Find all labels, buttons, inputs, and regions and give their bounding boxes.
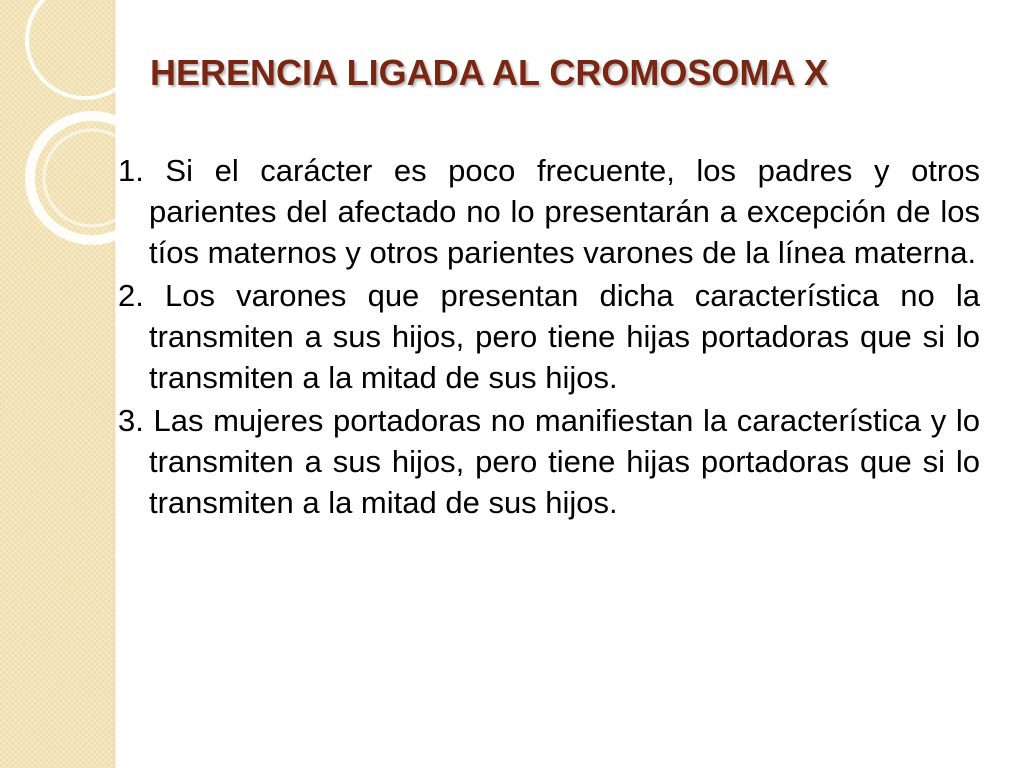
slide-content-list bbox=[118, 150, 980, 525]
list-item: 2. Los varones que presentan dicha característica no la transmiten a sus hijos, pero tiene hijas portadoras que si lo transmiten a la mitad de sus hijos. bbox=[118, 278, 980, 395]
list-item: 3. Las mujeres portadoras no manifiestan la característica y lo transmiten a sus hijos, pero tiene hijas portadoras que si lo transmiten a la mitad de sus hijos. bbox=[118, 403, 980, 520]
slide-title: HERENCIA LIGADA AL CROMOSOMA X bbox=[150, 52, 829, 93]
decorative-ring-top bbox=[27, 0, 143, 98]
list-item: 1. Si el carácter es poco frecuente, los padres y otros parientes del afectado no lo presentarán a excepción de los tíos maternos y otros parientes varones de la línea materna. bbox=[118, 153, 980, 270]
